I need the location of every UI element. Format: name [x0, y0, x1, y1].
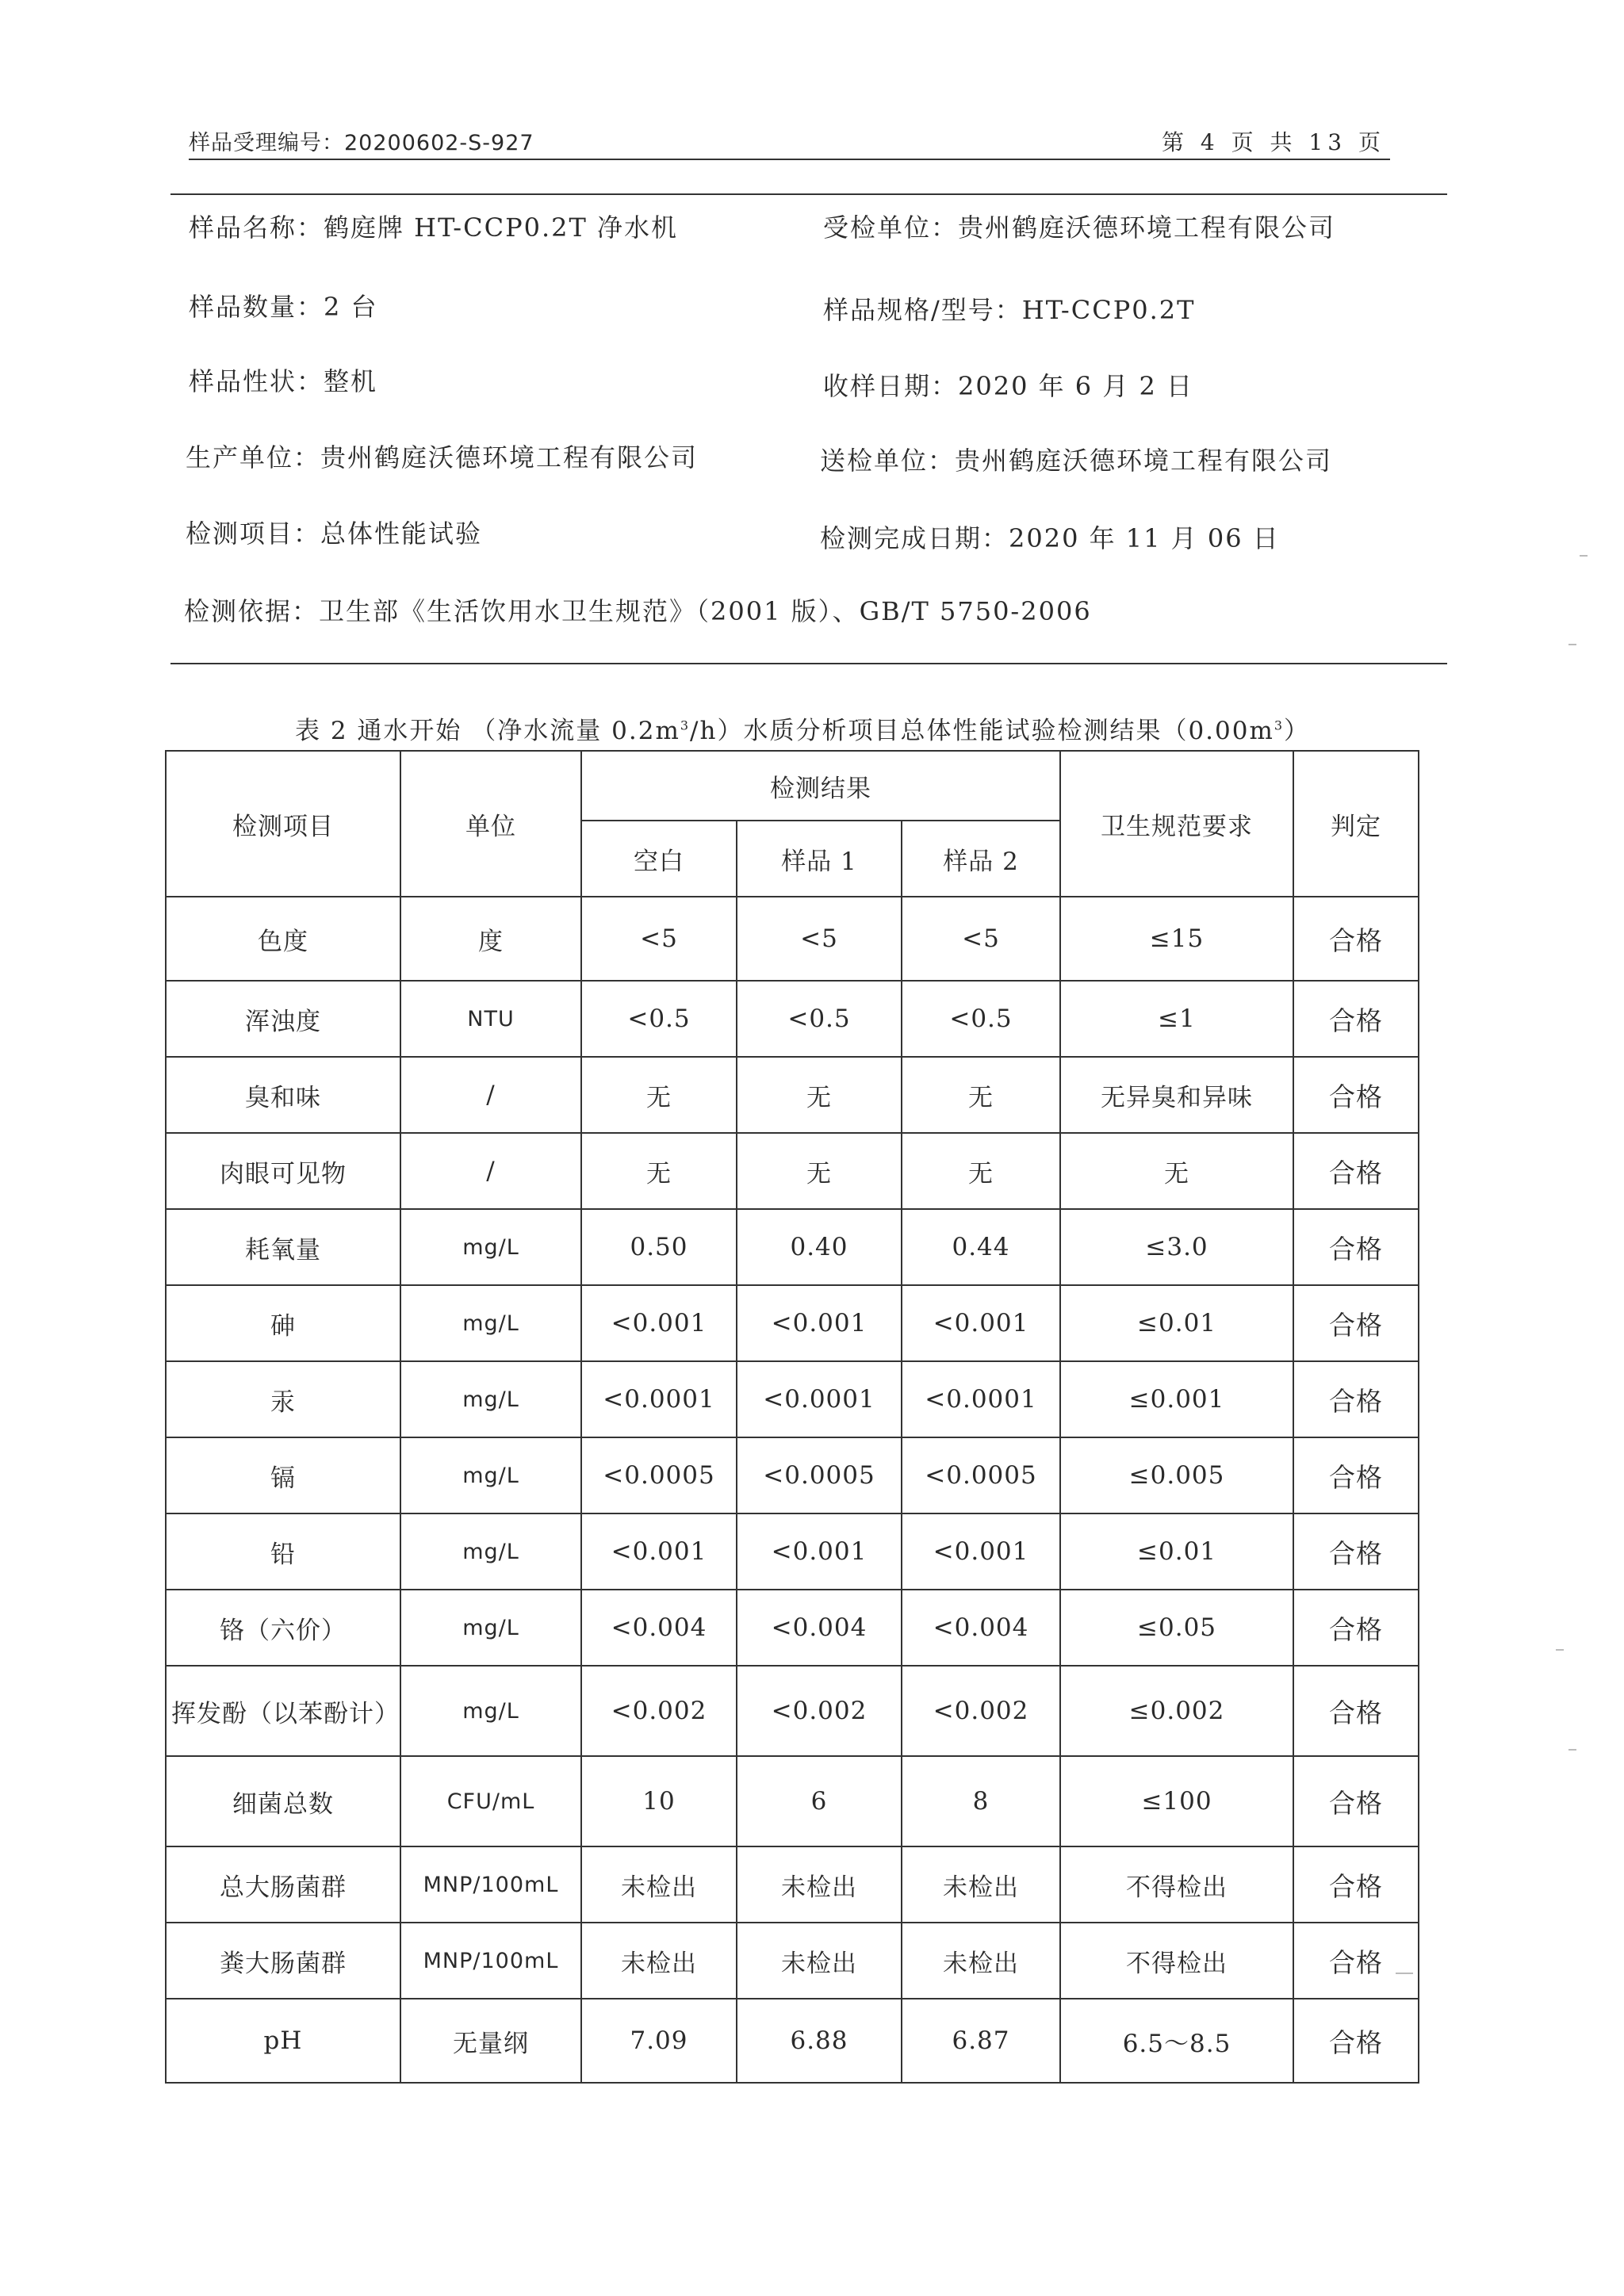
cell-sample1: <0.5 — [737, 981, 902, 1057]
table-caption: 表 2 通水开始 （净水流量 $0.2m^3/h$）水质分析项目总体性能试验检测结果$(0.00m^3)$ — [295, 717, 1311, 745]
receive-date: 收样日期：2020 年 6 月 2 日 — [823, 371, 1194, 401]
inspected-unit: 受检单位：贵州鹤庭沃德环境工程有限公司 — [823, 212, 1336, 243]
cell-standard: ≤0.01 — [1060, 1513, 1293, 1590]
cell-blank: 7.09 — [581, 1999, 737, 2083]
cell-blank: <0.001 — [581, 1513, 737, 1590]
cell-standard: ≤0.002 — [1060, 1666, 1293, 1756]
info-bottom-rule — [170, 663, 1447, 664]
col-header-judgement: 判定 — [1293, 751, 1419, 897]
cell-sample1: <5 — [737, 897, 902, 981]
cell-sample2: 无 — [902, 1133, 1060, 1209]
col-header-sample2: 样品 2 — [902, 821, 1060, 897]
test-item: 检测项目：总体性能试验 — [186, 519, 483, 549]
scan-speck — [1580, 555, 1588, 557]
cell-item: 细菌总数 — [166, 1756, 400, 1846]
cell-sample2: <0.001 — [902, 1513, 1060, 1590]
cell-item: pH — [166, 1999, 400, 2083]
cell-standard: 无异臭和异味 — [1060, 1057, 1293, 1133]
cell-blank: 0.50 — [581, 1209, 737, 1285]
cell-sample1: <0.001 — [737, 1513, 902, 1590]
cell-unit: mg/L — [400, 1361, 581, 1437]
info-top-rule — [170, 193, 1447, 195]
cell-item: 浑浊度 — [166, 981, 400, 1057]
sample-spec: 样品规格/型号：HT-CCP0.2T — [823, 295, 1196, 325]
cell-item: 汞 — [166, 1361, 400, 1437]
table-row — [166, 1756, 1419, 1846]
results-table — [165, 750, 1419, 2084]
cell-blank: <0.001 — [581, 1285, 737, 1361]
cell-judgement: 合格 — [1293, 1666, 1419, 1756]
cell-sample1: 无 — [737, 1057, 902, 1133]
cell-standard: ≤0.005 — [1060, 1437, 1293, 1513]
cell-sample2: 0.44 — [902, 1209, 1060, 1285]
cell-item: 挥发酚（以苯酚计） — [166, 1666, 400, 1756]
test-basis: 检测依据：卫生部《生活饮用水卫生规范》（2001 版）、GB/T 5750-2006 — [184, 596, 1092, 626]
cell-item: 臭和味 — [166, 1057, 400, 1133]
header-row — [166, 751, 1419, 821]
cell-judgement: 合格 — [1293, 1057, 1419, 1133]
cell-judgement: 合格 — [1293, 1846, 1419, 1923]
producer: 生产单位：贵州鹤庭沃德环境工程有限公司 — [186, 442, 699, 473]
table-row — [166, 1437, 1419, 1513]
cell-sample1: <0.0005 — [737, 1437, 902, 1513]
cell-unit: NTU — [400, 981, 581, 1057]
cell-blank: <0.0001 — [581, 1361, 737, 1437]
cell-sample1: 无 — [737, 1133, 902, 1209]
cell-unit: mg/L — [400, 1437, 581, 1513]
table-row — [166, 1999, 1419, 2083]
cell-judgement: 合格 — [1293, 1923, 1419, 1999]
cell-judgement: 合格 — [1293, 1361, 1419, 1437]
sender: 送检单位：贵州鹤庭沃德环境工程有限公司 — [820, 446, 1333, 476]
cell-item: 粪大肠菌群 — [166, 1923, 400, 1999]
cell-blank: <0.5 — [581, 981, 737, 1057]
cell-sample1: <0.001 — [737, 1285, 902, 1361]
cell-judgement: 合格 — [1293, 1209, 1419, 1285]
cell-sample1: 未检出 — [737, 1846, 902, 1923]
cell-sample2: 6.87 — [902, 1999, 1060, 2083]
table-row — [166, 1666, 1419, 1756]
cell-judgement: 合格 — [1293, 1133, 1419, 1209]
sample-state: 样品性状：整机 — [189, 366, 378, 396]
sample-quantity: 样品数量：2 台 — [189, 292, 378, 322]
cell-sample1: <0.004 — [737, 1590, 902, 1666]
cell-judgement: 合格 — [1293, 1756, 1419, 1846]
cell-item: 铅 — [166, 1513, 400, 1590]
cell-standard: 无 — [1060, 1133, 1293, 1209]
cell-blank: 无 — [581, 1133, 737, 1209]
cell-sample1: 未检出 — [737, 1923, 902, 1999]
scan-speck — [1556, 1649, 1564, 1651]
cell-blank: 未检出 — [581, 1846, 737, 1923]
sample-name: 样品名称：鹤庭牌 HT-CCP0.2T 净水机 — [189, 212, 679, 243]
cell-unit: / — [400, 1057, 581, 1133]
cell-standard: ≤0.05 — [1060, 1590, 1293, 1666]
cell-standard: ≤0.01 — [1060, 1285, 1293, 1361]
cell-item: 色度 — [166, 897, 400, 981]
cell-blank: <0.0005 — [581, 1437, 737, 1513]
cell-unit: mg/L — [400, 1590, 581, 1666]
cell-unit: mg/L — [400, 1513, 581, 1590]
scan-speck — [1568, 1749, 1576, 1751]
cell-sample1: <0.0001 — [737, 1361, 902, 1437]
table-row — [166, 1513, 1419, 1590]
cell-judgement: 合格 — [1293, 1590, 1419, 1666]
cell-sample2: 无 — [902, 1057, 1060, 1133]
cell-blank: 无 — [581, 1057, 737, 1133]
cell-standard: ≤0.001 — [1060, 1361, 1293, 1437]
cell-standard: ≤15 — [1060, 897, 1293, 981]
cell-standard: 不得检出 — [1060, 1846, 1293, 1923]
cell-sample2: <0.004 — [902, 1590, 1060, 1666]
cell-blank: 10 — [581, 1756, 737, 1846]
cell-item: 砷 — [166, 1285, 400, 1361]
cell-sample1: 0.40 — [737, 1209, 902, 1285]
scan-speck — [1568, 644, 1576, 645]
finish-date: 检测完成日期：2020 年 11 月 06 日 — [820, 523, 1280, 553]
col-header-sample1: 样品 1 — [737, 821, 902, 897]
cell-sample1: 6 — [737, 1756, 902, 1846]
cell-blank: <0.002 — [581, 1666, 737, 1756]
table-row — [166, 1209, 1419, 1285]
cell-unit: 度 — [400, 897, 581, 981]
col-header-item: 检测项目 — [166, 751, 400, 897]
cell-sample2: <0.5 — [902, 981, 1060, 1057]
scan-speck — [1396, 1973, 1413, 1974]
cell-standard: 6.5～8.5 — [1060, 1999, 1293, 2083]
cell-judgement: 合格 — [1293, 1999, 1419, 2083]
col-header-blank: 空白 — [581, 821, 737, 897]
cell-sample2: <0.001 — [902, 1285, 1060, 1361]
cell-item: 肉眼可见物 — [166, 1133, 400, 1209]
cell-judgement: 合格 — [1293, 1437, 1419, 1513]
cell-item: 镉 — [166, 1437, 400, 1513]
table-row — [166, 897, 1419, 981]
col-header-unit: 单位 — [400, 751, 581, 897]
cell-item: 铬（六价） — [166, 1590, 400, 1666]
cell-sample2: <0.0005 — [902, 1437, 1060, 1513]
header-rule — [189, 159, 1390, 160]
cell-judgement: 合格 — [1293, 1513, 1419, 1590]
cell-sample2: <5 — [902, 897, 1060, 981]
cell-sample1: 6.88 — [737, 1999, 902, 2083]
cell-sample2: 8 — [902, 1756, 1060, 1846]
table-row — [166, 1923, 1419, 1999]
cell-sample2: 未检出 — [902, 1923, 1060, 1999]
table-row — [166, 1590, 1419, 1666]
cell-standard: 不得检出 — [1060, 1923, 1293, 1999]
table-row — [166, 1285, 1419, 1361]
cell-unit: mg/L — [400, 1285, 581, 1361]
cell-standard: ≤1 — [1060, 981, 1293, 1057]
cell-unit: MNP/100mL — [400, 1923, 581, 1999]
cell-unit: mg/L — [400, 1666, 581, 1756]
table-row — [166, 1133, 1419, 1209]
cell-unit: MNP/100mL — [400, 1846, 581, 1923]
cell-unit: CFU/mL — [400, 1756, 581, 1846]
cell-sample2: <0.0001 — [902, 1361, 1060, 1437]
results-body — [166, 897, 1419, 2083]
cell-unit: mg/L — [400, 1209, 581, 1285]
cell-sample2: <0.002 — [902, 1666, 1060, 1756]
cell-sample2: 未检出 — [902, 1846, 1060, 1923]
cell-judgement: 合格 — [1293, 981, 1419, 1057]
cell-blank: <0.004 — [581, 1590, 737, 1666]
cell-judgement: 合格 — [1293, 1285, 1419, 1361]
col-header-standard: 卫生规范要求 — [1060, 751, 1293, 897]
cell-blank: 未检出 — [581, 1923, 737, 1999]
cell-item: 耗氧量 — [166, 1209, 400, 1285]
cell-unit: / — [400, 1133, 581, 1209]
cell-sample1: <0.002 — [737, 1666, 902, 1756]
cell-standard: ≤100 — [1060, 1756, 1293, 1846]
receipt-number: 样品受理编号：20200602-S-927 — [189, 131, 534, 155]
page-number: 第 4 页 共 13 页 — [1162, 129, 1385, 155]
cell-blank: <5 — [581, 897, 737, 981]
table-row — [166, 1846, 1419, 1923]
table-row — [166, 1361, 1419, 1437]
cell-standard: ≤3.0 — [1060, 1209, 1293, 1285]
table-row — [166, 1057, 1419, 1133]
cell-item: 总大肠菌群 — [166, 1846, 400, 1923]
cell-judgement: 合格 — [1293, 897, 1419, 981]
table-row — [166, 981, 1419, 1057]
cell-unit: 无量纲 — [400, 1999, 581, 2083]
col-header-result: 检测结果 — [581, 751, 1060, 821]
